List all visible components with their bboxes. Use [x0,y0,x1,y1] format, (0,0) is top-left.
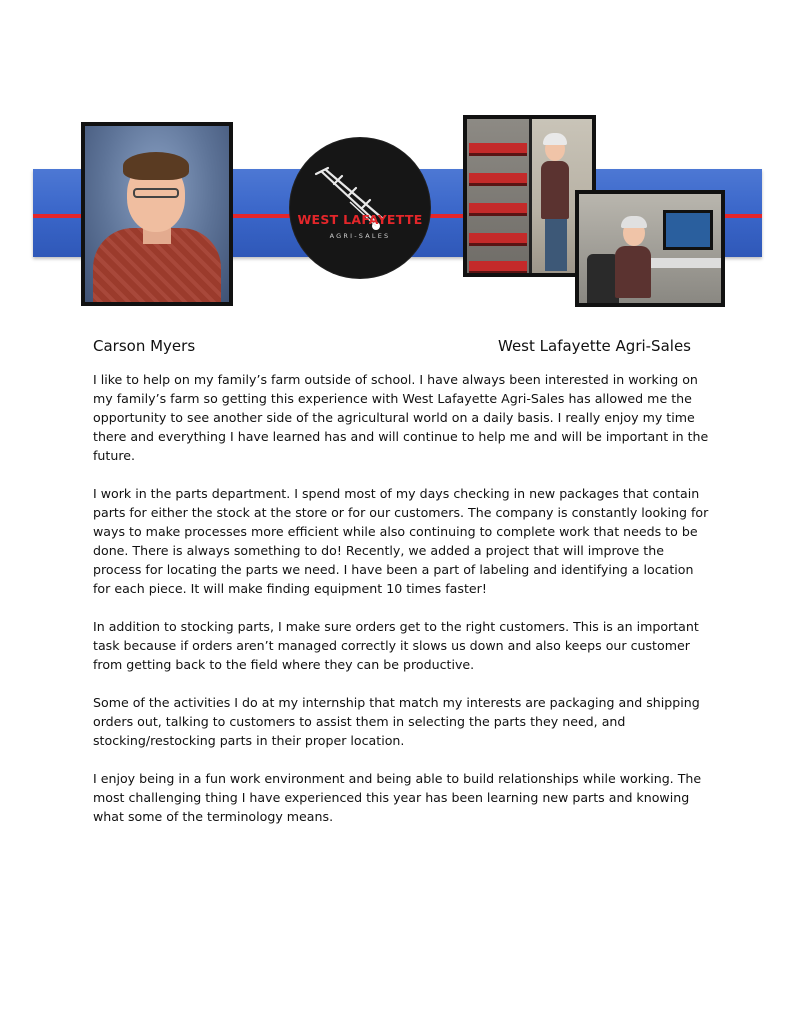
computer-monitor [663,210,713,250]
sprayer-boom-icon [290,138,430,278]
portrait-photo [81,122,233,306]
shelf-bin [469,173,527,183]
portrait-glasses [133,188,179,198]
worker-cap [621,216,647,228]
worker-body [541,161,569,219]
logo-subtitle: AGRI-SALES [329,232,391,240]
company-name: West Lafayette Agri-Sales [498,337,691,355]
work-photo-computer [575,190,725,307]
paragraph: Some of the activities I do at my internship that match my interests are packaging and shipping orders out, talking to customers to assist them in selecting the parts they need, and stocking/restocking parts in their proper location. [93,695,700,748]
logo-title: WEST LAFAYETTE [297,212,423,227]
worker-legs [545,217,567,271]
portrait-hair [123,152,189,180]
student-name: Carson Myers [93,337,196,355]
paragraph: I work in the parts department. I spend most of my days checking in new packages that contain parts for either the stock at the store or for our customers. The company is constantly looking for ways to make processes more efficient while also continuing to complete work that needs to be done. There is always something to do! Recently, we added a project that will improve the process for locating the parts we need. I have been a part of labeling and identifying a location for each piece. It will make finding equipment 10 times faster! [93,486,709,596]
essay-body [93,370,713,845]
shelf-bin [469,261,527,271]
worker-body [615,246,651,298]
paragraph: I like to help on my family’s farm outside of school. I have always been interested in working on my family’s farm so getting this experience with West Lafayette Agri-Sales has allowed me the opportunity to see another side of the agricultural world on a daily basis. I really enjoy my time there and everything I have learned has and will continue to help me and will be important in the future. [93,372,709,463]
paragraph: In addition to stocking parts, I make sure orders get to the right customers. This is an important task because if orders aren’t managed correctly it slows us down and also keeps our customer from getting back to the field where they can be productive. [93,619,699,672]
shelf-bin [469,203,527,213]
shelf-bin [469,233,527,243]
shelf-bin [469,143,527,153]
worker-cap [543,133,567,145]
company-logo [290,138,430,278]
paragraph: I enjoy being in a fun work environment and being able to build relationships while working. The most challenging thing I have experienced this year has been learning new parts and knowing what some of the terminology means. [93,771,702,824]
